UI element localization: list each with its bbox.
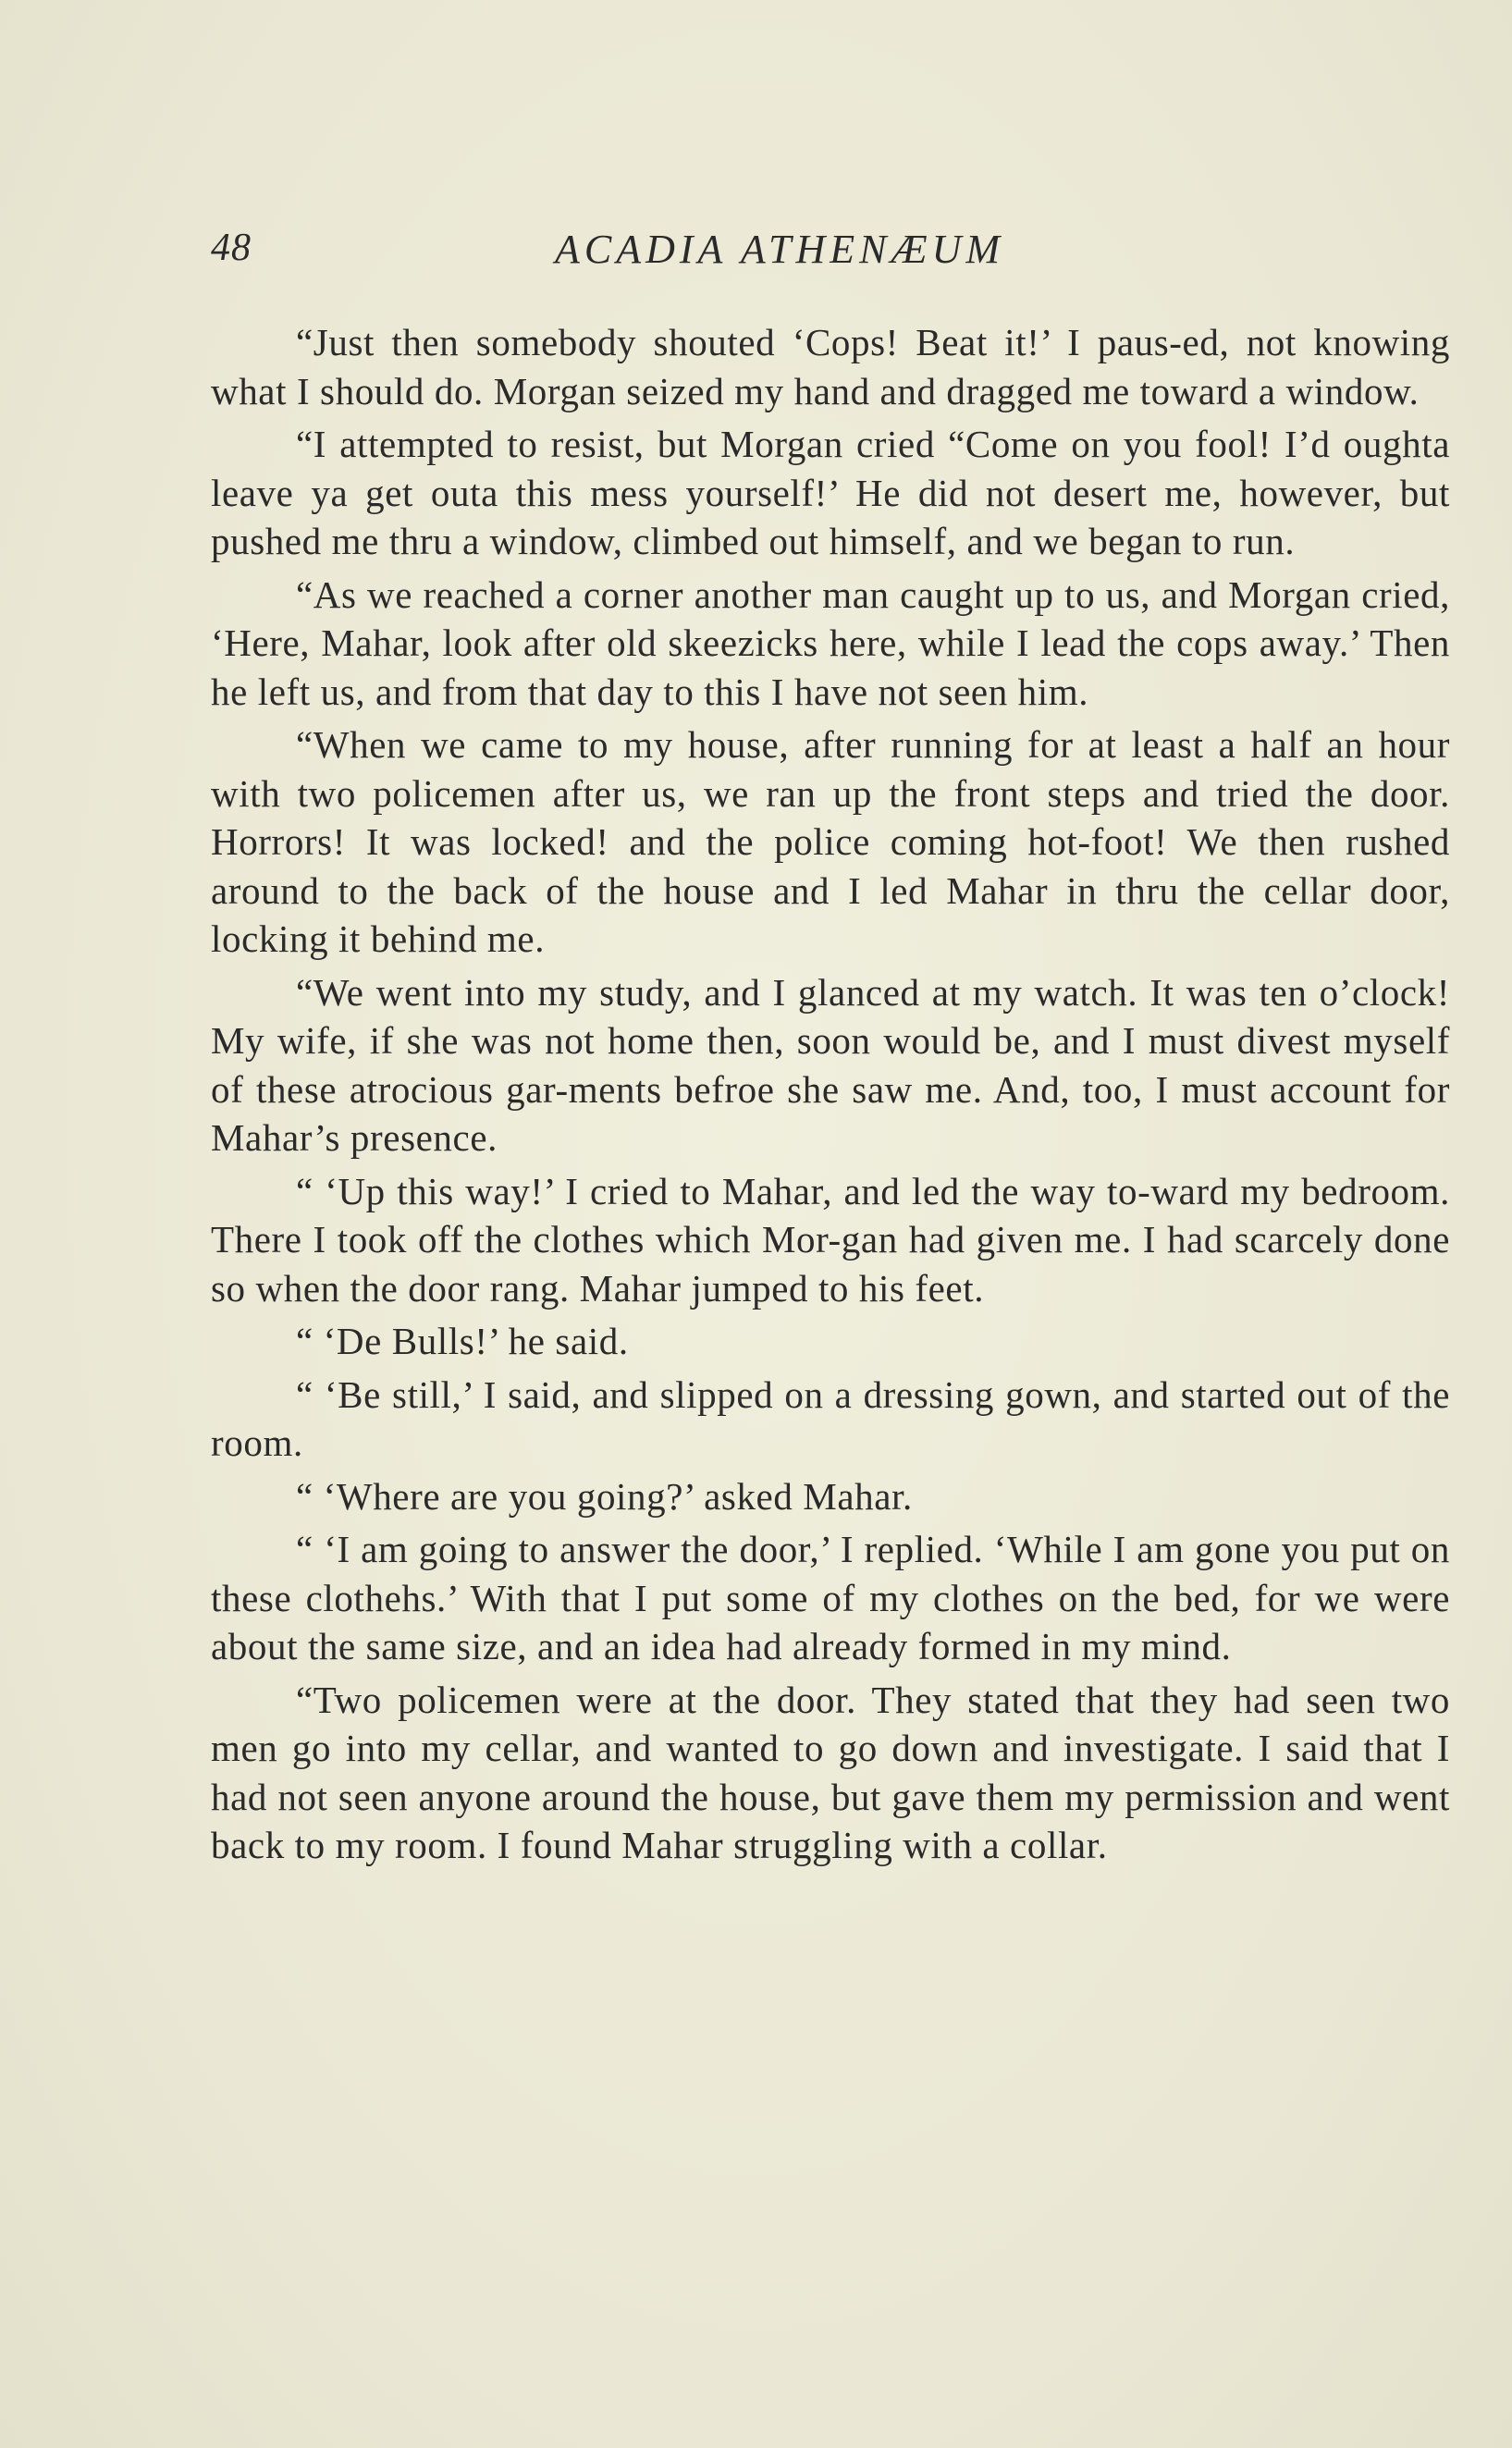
- paragraph: “ ‘De Bulls!’ he said.: [296, 1320, 629, 1362]
- paragraph: “Just then somebody shouted ‘Cops! Beat it!’ I paus-ed, not knowing what I should do. Morgan seized my hand and dragged me toward a window.: [211, 321, 1450, 412]
- page-header: [211, 226, 1450, 281]
- paragraph: “ ‘I am going to answer the door,’ I replied. ‘While I am gone you put on these clothehs.’ With that I put some of my clothes on the bed, for we were about the same size, and an idea had already formed in my mind.: [211, 1528, 1450, 1667]
- paragraph: “ ‘Where are you going?’ asked Mahar.: [296, 1474, 913, 1518]
- paragraph: “ ‘Up this way!’ I cried to Mahar, and led the way to-ward my bedroom. There I took off the clothes which Mor-gan had given me. I had scarcely done so when the door rang. Mahar jumped to his feet.: [211, 1169, 1450, 1310]
- running-title: ACADIA ATHENÆUM: [555, 227, 1005, 272]
- paragraph: “When we came to my house, after running for at least a half an hour with two policemen after us, we ran up the front steps and tried the door. Horrors! It was locked! and the police coming hot-foot! We then rushed around to the back of the house and I led Mahar in thru the cellar door, locking it behind me.: [211, 723, 1450, 960]
- body-text: [211, 318, 1450, 1875]
- paragraph: “ ‘Be still,’ I said, and slipped on a dressing gown, and started out of the room.: [211, 1372, 1450, 1464]
- paragraph: “Two policemen were at the door. They stated that they had seen two men go into my cellar, and wanted to go down and investigate. I said that I had not seen anyone around the house, but gave them my permission and went back to my room. I found Mahar struggling with a collar.: [211, 1678, 1450, 1866]
- page-number: 48: [211, 227, 252, 269]
- paragraph: “We went into my study, and I glanced at my watch. It was ten o’clock! My wife, if she was not home then, soon would be, and I must divest myself of these atrocious gar-ments befroe she saw me. And, too, I must account for Mahar’s presence.: [211, 970, 1450, 1159]
- paragraph: “I attempted to resist, but Morgan cried “Come on you fool! I’d oughta leave ya get outa this mess yourself!’ He did not desert me, however, but pushed me thru a window, climbed out himself, and we began to run.: [211, 423, 1450, 562]
- paragraph: “As we reached a corner another man caught up to us, and Morgan cried, ‘Here, Mahar, look after old skeezicks here, while I lead the cops away.’ Then he left us, and from that day to this I have not seen him.: [211, 572, 1450, 713]
